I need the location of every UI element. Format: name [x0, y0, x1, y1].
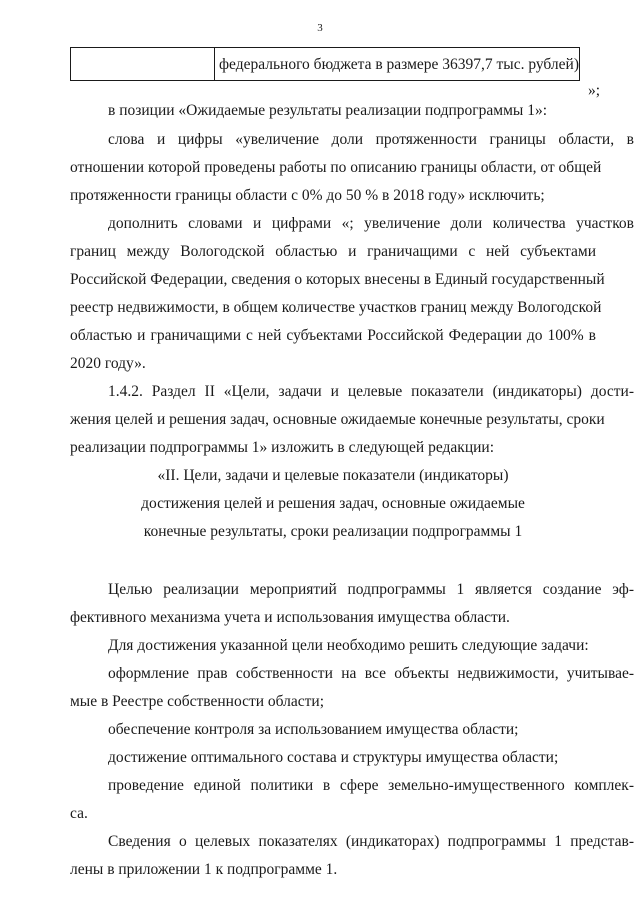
paragraph-line: Для достижения указанной цели необходимо решить следующие задачи: [108, 637, 589, 654]
paragraph-line: протяженности границы области с 0% до 50 % в 2018 году» исключить; [70, 187, 545, 204]
paragraph-line: 1.4.2. Раздел II «Цели, задачи и целевые показатели (индикаторы) дости- [108, 383, 634, 400]
paragraph-line: в позиции «Ожидаемые результаты реализации подпрограммы 1»: [108, 102, 547, 119]
paragraph-line: областью и граничащими с ней субъектами Российской Федерации до 100% в [70, 327, 596, 344]
paragraph-line: 2020 году». [70, 355, 146, 372]
section-heading-line: достижения целей и решения задач, основные ожидаемые [141, 495, 525, 512]
paragraph-line: достижение оптимального состава и структуры имущества области; [108, 749, 559, 766]
paragraph-line: лены в приложении 1 к подпрограмме 1. [70, 861, 338, 878]
table-cell-empty [71, 48, 215, 80]
paragraph-line: Российской Федерации, сведения о которых внесены в Единый государственный [70, 271, 605, 288]
paragraph-line: слова и цифры «увеличение доли протяженности границы области, в [108, 131, 634, 148]
closing-quote: »; [587, 82, 600, 99]
page-number: 3 [317, 22, 323, 34]
paragraph-line: проведение единой политики в сфере земельно-имущественного комплек- [108, 777, 634, 794]
section-heading-line: конечные результаты, сроки реализации подпрограммы 1 [143, 523, 523, 540]
paragraph-line: са. [70, 805, 88, 822]
paragraph-line: дополнить словами и цифрами «; увеличение доли количества участков [108, 215, 634, 232]
paragraph-line: границ между Вологодской областью и граничащими с ней субъектами [70, 243, 596, 260]
paragraph-line: жения целей и решения задач, основные ожидаемые конечные результаты, сроки [70, 411, 605, 428]
paragraph-line: отношении которой проведены работы по описанию границы области, от общей [70, 159, 602, 176]
paragraph-line: фективного механизма учета и использования имущества области. [70, 609, 510, 626]
table-cell-funding: федерального бюджета в размере 36397,7 тыс. рублей) [218, 56, 579, 73]
paragraph-line: Сведения о целевых показателях (индикаторах) подпрограммы 1 представ- [108, 833, 634, 850]
section-heading-line: «II. Цели, задачи и целевые показатели (индикаторы) [157, 467, 509, 484]
paragraph-line: Целью реализации мероприятий подпрограммы 1 является создание эф- [108, 581, 634, 598]
paragraph-line: обеспечение контроля за использованием имущества области; [108, 721, 519, 738]
paragraph-line: оформление прав собственности на все объекты недвижимости, учитывае- [108, 665, 634, 682]
table-row [70, 47, 580, 81]
paragraph-line: реализации подпрограммы 1» изложить в следующей редакции: [70, 439, 495, 456]
paragraph-line: реестр недвижимости, в общем количестве участков границ между Вологодской [70, 299, 602, 316]
paragraph-line: мые в Реестре собственности области; [70, 693, 325, 710]
